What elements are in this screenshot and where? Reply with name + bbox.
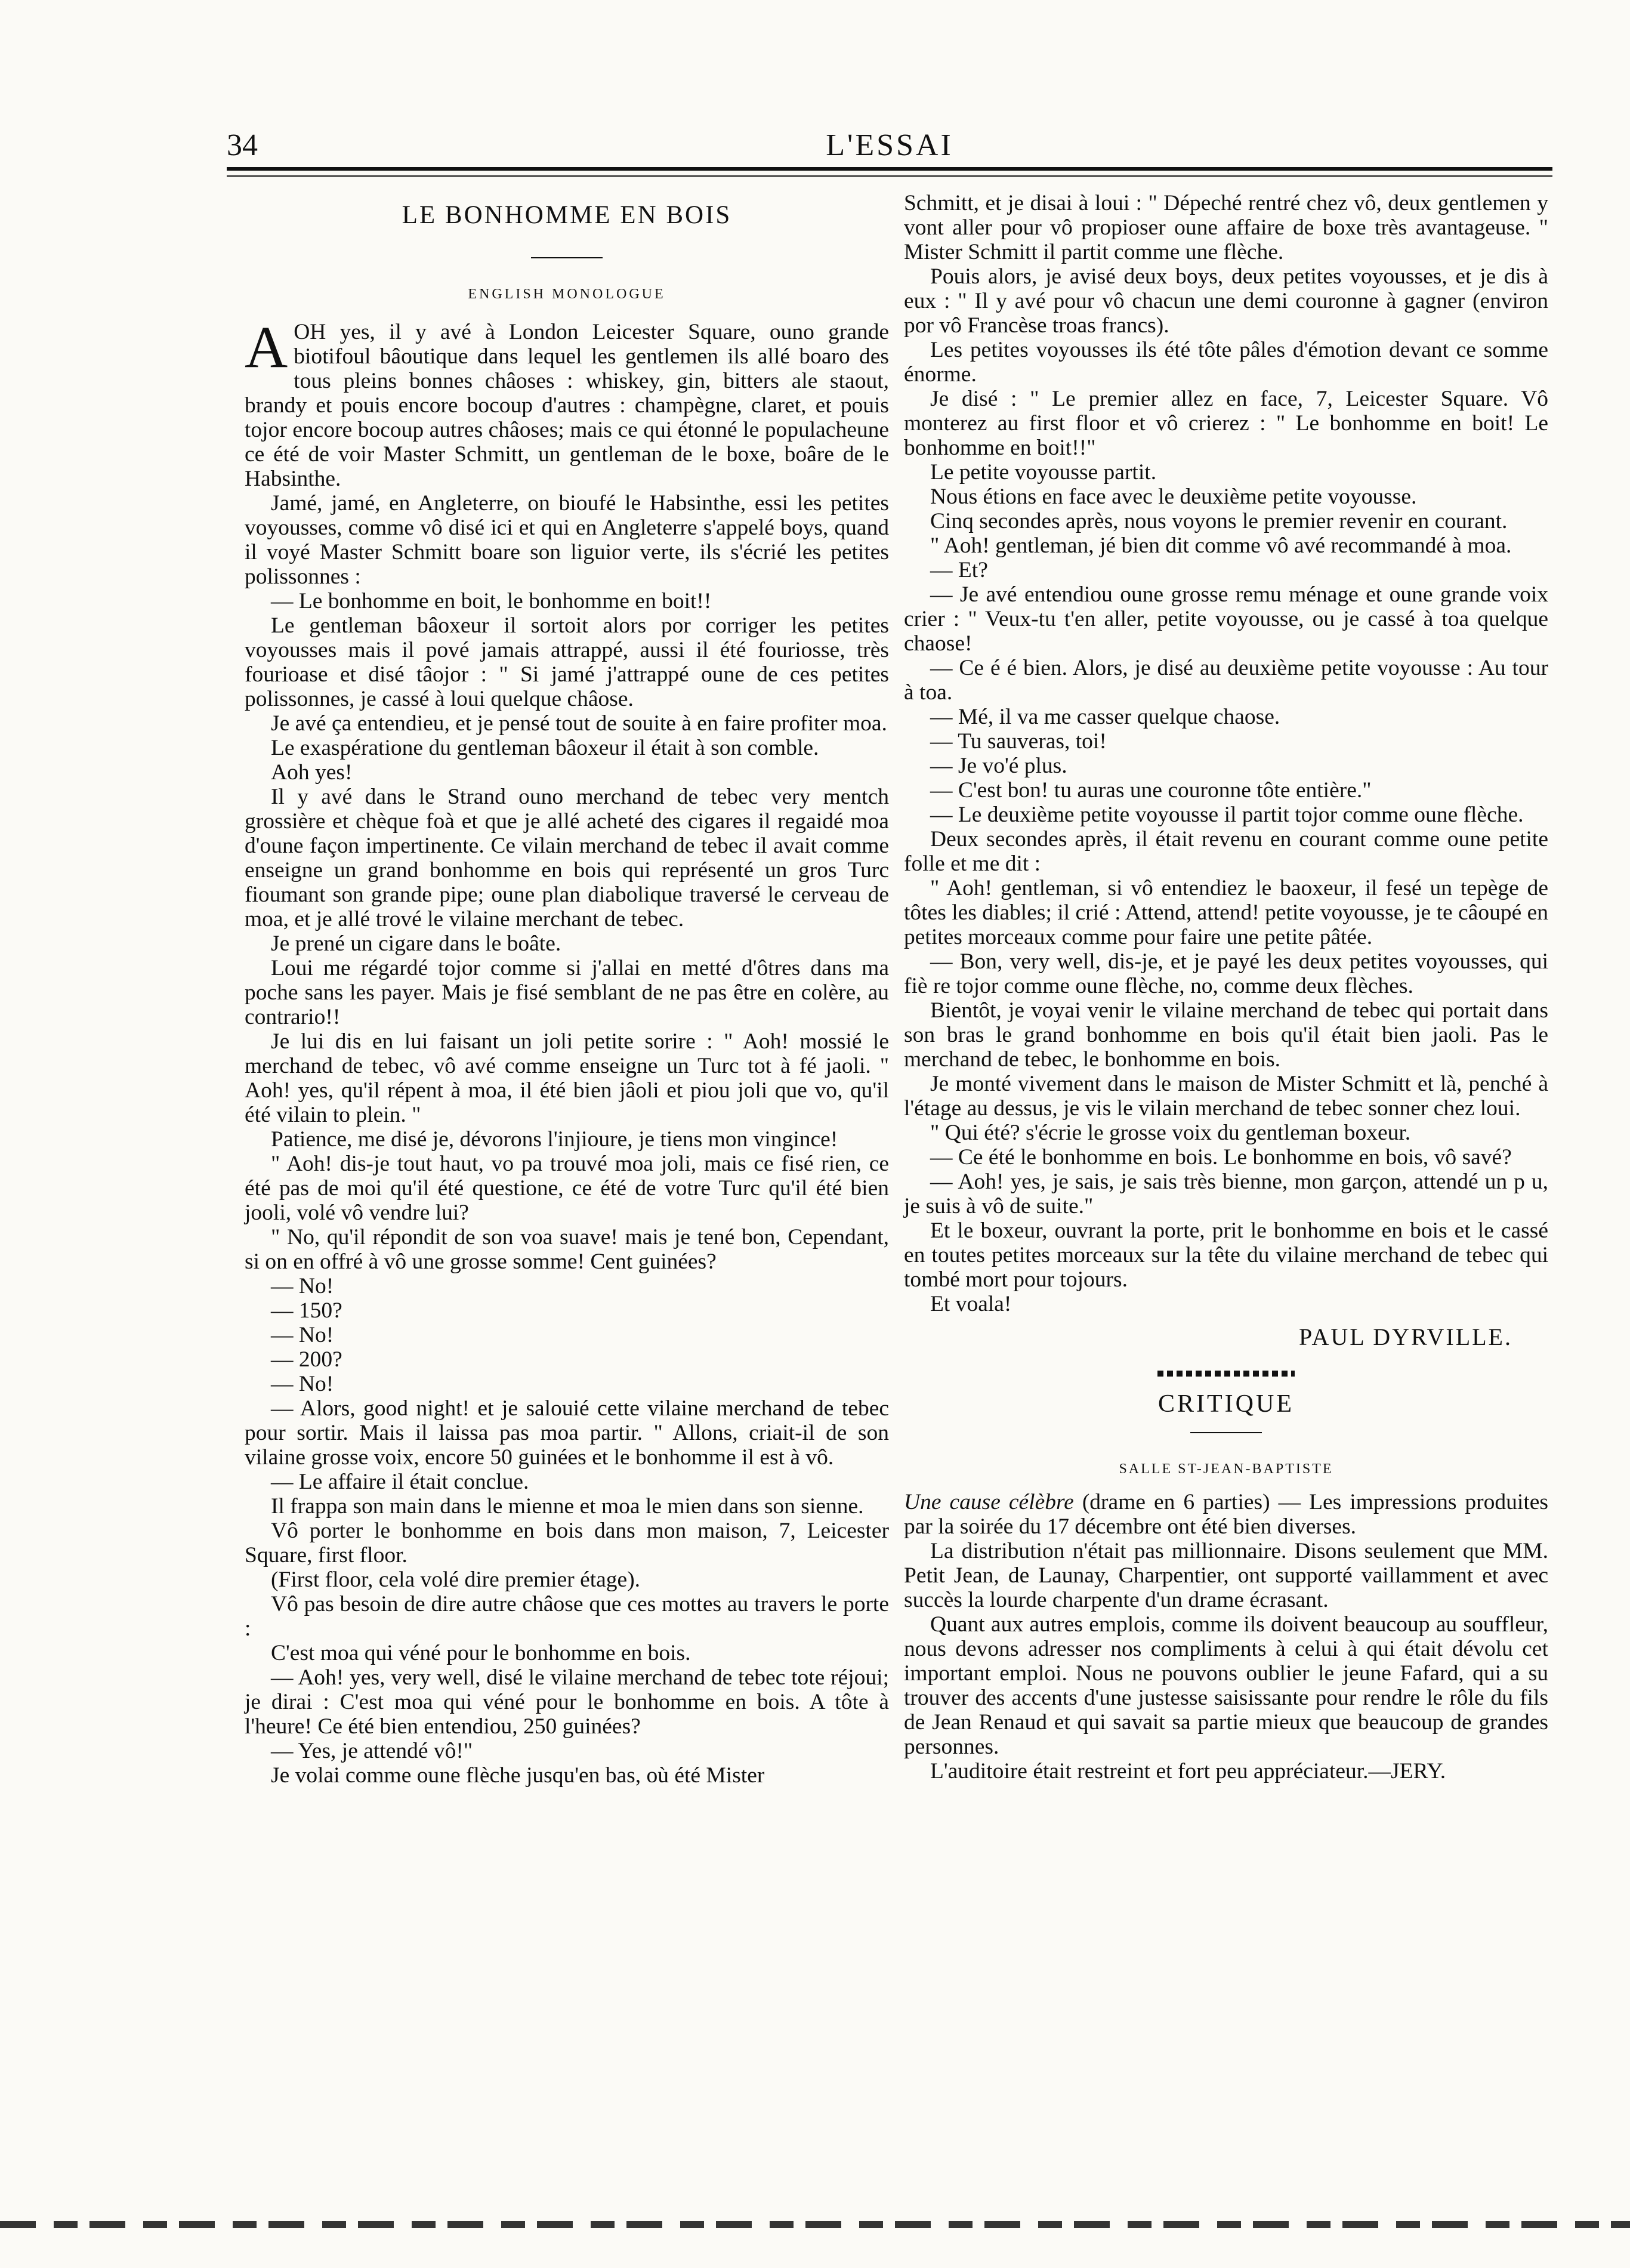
paragraph: Le petite voyousse partit. xyxy=(930,460,1157,485)
play-title: Une cause célèbre xyxy=(904,1490,1074,1514)
paragraph: " Aoh! gentleman, jé bien dit comme vô avé recommandé à moa. xyxy=(930,533,1512,558)
paragraph: Il frappa son main dans le mienne et moa le mien dans son sienne. xyxy=(271,1494,864,1519)
paragraph: Patience, me disé je, dévorons l'injioure, je tiens mon vingince! xyxy=(271,1127,838,1152)
paragraph: Cinq secondes après, nous voyons le premier revenir en courant. xyxy=(930,509,1508,533)
page-header xyxy=(227,119,1552,173)
paragraph: " No, qu'il répondit de son voa suave! mais je tené bon, Cependant, si on en offré à vô une grosse somme! Cent guinées? xyxy=(245,1225,889,1274)
critique-title: CRITIQUE xyxy=(1158,1390,1294,1418)
paragraph: — No! xyxy=(271,1323,334,1347)
paragraph: — Ce é é bien. Alors, je disé au deuxième petite voyousse : Au tour à toa. xyxy=(904,656,1548,705)
article-signature: PAUL DYRVILLE. xyxy=(1298,1323,1512,1350)
critique-text: (drame en 6 parties) — Les impressions produites par la soirée du 17 décembre ont été bien diverses. xyxy=(904,1490,1548,1539)
paragraph: Pouis alors, je avisé deux boys, deux petites voyousses, et je dis à eux : " Il y avé pour vô chacun une demi couronne à gagner (environ por vô Francèse troas francs). xyxy=(904,264,1548,338)
page-number: 34 xyxy=(227,128,258,162)
paragraph: Je prené un cigare dans le boâte. xyxy=(271,931,561,956)
paragraph: " Aoh! gentleman, si vô entendiez le baoxeur, il fesé un tepège de tôtes les diables; il crié : Attend, attend! petite voyousse, je te câoupé en petites morceaux comme pour faire une petite pâtée. xyxy=(904,876,1548,949)
article-subtitle: ENGLISH MONOLOGUE xyxy=(468,286,666,302)
paragraph: Nous étions en face avec le deuxième petite voyousse. xyxy=(930,485,1417,509)
paragraph: Aoh yes! xyxy=(271,760,353,785)
paragraph: Le exaspératione du gentleman bâoxeur il était à son comble. xyxy=(271,736,819,760)
article-body-right xyxy=(904,191,1548,1316)
paragraph: Il y avé dans le Strand ouno merchand de tebec very mentch grossière et chèque foà et que je allé acheté des cigares il regaidé moa d'oune façon impertinente. Ce vilain merchand de tebec il avait comme enseigne un grand bonhomme en bois qui représenté un gros Turc fioumant son grande pipe; oune plan diabolique traversé le cerveau de moa, et je allé trové le vilaine merchant de tebec. xyxy=(245,785,889,931)
critique-paragraph xyxy=(904,1490,1548,1539)
critique-divider xyxy=(1190,1432,1262,1433)
paragraph: Je lui dis en lui faisant un joli petite sorire : " Aoh! mossié le merchand de tebec, vô avé comme enseigne un Turc tot à fé jaoli. " Aoh! yes, qu'il répent à moa, il été bien jâoli et piou joli que vo, qu'il été vilain to plein. " xyxy=(245,1029,889,1127)
critique-body xyxy=(904,1490,1548,1783)
paragraph: Vô porter le bonhomme en bois dans mon maison, 7, Leicester Square, first floor. xyxy=(245,1519,889,1567)
paragraph: " Aoh! dis-je tout haut, vo pa trouvé moa joli, mais ce fisé rien, ce été pas de moi qu'il été questione, ce été de votre Turc qu'il été bien jooli, volé vô vendre lui? xyxy=(245,1152,889,1225)
paragraph: " Qui été? s'écrie le grosse voix du gentleman boxeur. xyxy=(930,1121,1411,1145)
title-divider xyxy=(531,257,603,258)
paragraph: Bientôt, je voyai venir le vilaine merchand de tebec qui portait dans son bras le grand bonhomme en bois qu'il était bien jaoli. Pas le merchand de tebec, le bonhomme en bois. xyxy=(904,998,1548,1072)
paragraph: (First floor, cela volé dire premier étage). xyxy=(271,1567,641,1592)
critique-paragraph: La distribution n'était pas millionnaire. Disons seulement que MM. Petit Jean, de Launay, Charpentier, ont supporté vaillamment et avec succès la lourde charpente d'un drame écrasant. xyxy=(904,1539,1548,1612)
paragraph: C'est moa qui véné pour le bonhomme en bois. xyxy=(271,1641,691,1665)
paragraph: — Le bonhomme en boit, le bonhomme en boit!! xyxy=(271,589,712,613)
article-title: LE BONHOMME EN BOIS xyxy=(402,201,732,229)
paragraph: — Je vo'é plus. xyxy=(930,754,1067,778)
page-bottom-border xyxy=(0,2221,1630,2228)
paragraph: — Le deuxième petite voyousse il partit tojor comme oune flèche. xyxy=(930,803,1524,827)
paragraph: Deux secondes après, il était revenu en courant comme oune petite folle et me dit : xyxy=(904,827,1548,876)
paragraph: — Le affaire il était conclue. xyxy=(271,1470,529,1494)
paragraph: — Et? xyxy=(930,558,988,582)
paragraph: Schmitt, et je disai à loui : " Dépeché rentré chez vô, deux gentlemen y vont aller pour vô propioser oune affaire de boxe très avantageuse. " Mister Schmitt il partit comme une flèche. xyxy=(904,191,1548,264)
paragraph: — Aoh! yes, je sais, je sais très bienne, mon garçon, attendé un p u, je suis à vô de suite." xyxy=(904,1170,1548,1218)
paragraph: — Aoh! yes, very well, disé le vilaine merchand de tebec tote réjoui; je dirai : C'est moa qui véné pour le bonhomme en bois. A tôte à l'heure! Ce été bien entendiou, 250 guinées? xyxy=(245,1665,889,1739)
drop-cap: A xyxy=(245,314,288,380)
paragraph: — Bon, very well, dis-je, et je payé les deux petites voyousses, qui fiè re tojor comme oune flèche, no, comme deux flèches. xyxy=(904,949,1548,998)
critique-venue: SALLE ST-JEAN-BAPTISTE xyxy=(1119,1461,1333,1477)
critique-paragraph: L'auditoire était restreint et fort peu appréciateur.—JERY. xyxy=(930,1759,1446,1783)
paragraph: — Alors, good night! et je salouié cette vilaine merchand de tebec pour sortir. Mais il laissa pas moa partir. " Allons, criait-il de son vilaine grosse voix, encore 50 guinées et le bonhomme il est à vô. xyxy=(245,1396,889,1470)
paragraph: Et voala! xyxy=(930,1292,1012,1316)
paragraph: Je avé ça entendieu, et je pensé tout de souite à en faire profiter moa. xyxy=(271,711,887,736)
article-body-left xyxy=(245,314,889,1788)
paragraph: — Mé, il va me casser quelque chaose. xyxy=(930,705,1280,729)
paragraph: OH yes, il y avé à London Leicester Square, ouno grande biotifoul bâoutique dans lequel les gentlemen ils allé boaro des tous pleins bonnes châoses : whiskey, gin, bitters ale staout, brandy et pouis encore bocoup d'autres : champègne, claret, et pouis tojor encore bocoup autres châoses; mais ce qui étonné le populacheune ce été de voir Master Schmitt, un gentleman de le boxe, boâre de le Habsinthe. xyxy=(245,320,889,491)
paragraph: — Je avé entendiou oune grosse remu ménage et oune grande voix crier : " Veux-tu t'en aller, petite voyousse, ou je cassé à toa quelque chaose! xyxy=(904,582,1548,656)
paragraph: — 200? xyxy=(271,1347,342,1372)
paragraph: — Yes, je attendé vô!" xyxy=(271,1739,473,1763)
critique-paragraph: Quant aux autres emplois, comme ils doivent beaucoup au souffleur, nous devons adresser nos compliments à celui à qui était dévolu cet important emploi. Nous ne pouvons oublier le jeune Fafard, qui a su trouver des accents d'une justesse saisissante pour rendre le rôle du fils de Jean Renaud et qui savait sa partie mieux que beaucoup de grandes personnes. xyxy=(904,1612,1548,1759)
paragraph: Vô pas besoin de dire autre châose que ces mottes au travers le porte : xyxy=(245,1592,889,1641)
right-column xyxy=(904,191,1548,1783)
paragraph: Le gentleman bâoxeur il sortoit alors por corriger les petites voyousses mais il pové jamais attrappé, aussi il été fouriosse, très fourioase et disé tâojor : " Si jamé j'attrappé oune de ces petites polissonnes, je cassé à loui quelque châose. xyxy=(245,613,889,711)
paragraph: Et le boxeur, ouvrant la porte, prit le bonhomme en bois et le cassé en toutes petites morceaux sur la tête du vilaine merchand de tebec qui tombé mort pour tojours. xyxy=(904,1218,1548,1292)
paragraph: Je monté vivement dans le maison de Mister Schmitt et là, penché à l'étage au dessus, je vis le vilain merchand de tebec sonner chez loui. xyxy=(904,1072,1548,1121)
paragraph: Jamé, jamé, en Angleterre, on bioufé le Habsinthe, essi les petites voyousses, comme vô disé ici et qui en Angleterre s'appelé boys, quand il voyé Master Schmitt boare son liguior verte, ils s'écrié les petites polissonnes : xyxy=(245,491,889,589)
paragraph: — Tu sauveras, toi! xyxy=(930,729,1107,754)
paragraph: — 150? xyxy=(271,1298,342,1323)
paragraph: Les petites voyousses ils été tôte pâles d'émotion devant ce somme énorme. xyxy=(904,338,1548,387)
paragraph: Je disé : " Le premier allez en face, 7, Leicester Square. Vô monterez au first floor et vô crierez : " Le bonhomme en boit! Le bonhomme en boit!!" xyxy=(904,387,1548,460)
paragraph: Je volai comme oune flèche jusqu'en bas, où été Mister xyxy=(271,1763,765,1788)
running-title: L'ESSAI xyxy=(826,128,953,162)
paragraph: — No! xyxy=(271,1372,334,1396)
left-column xyxy=(245,191,889,1788)
paragraph: — C'est bon! tu auras une couronne tôte entière." xyxy=(930,778,1372,803)
header-rule-thin xyxy=(227,175,1552,177)
paragraph: — No! xyxy=(271,1274,334,1298)
paragraph: Loui me régardé tojor comme si j'allai en metté d'ôtres dans ma poche sans les payer. Mais je fisé semblant de ne pas être en colère, au contrario!! xyxy=(245,956,889,1029)
section-divider xyxy=(1157,1371,1295,1377)
header-rule xyxy=(227,167,1552,171)
paragraph: — Ce été le bonhomme en bois. Le bonhomme en bois, vô savé? xyxy=(930,1145,1512,1170)
